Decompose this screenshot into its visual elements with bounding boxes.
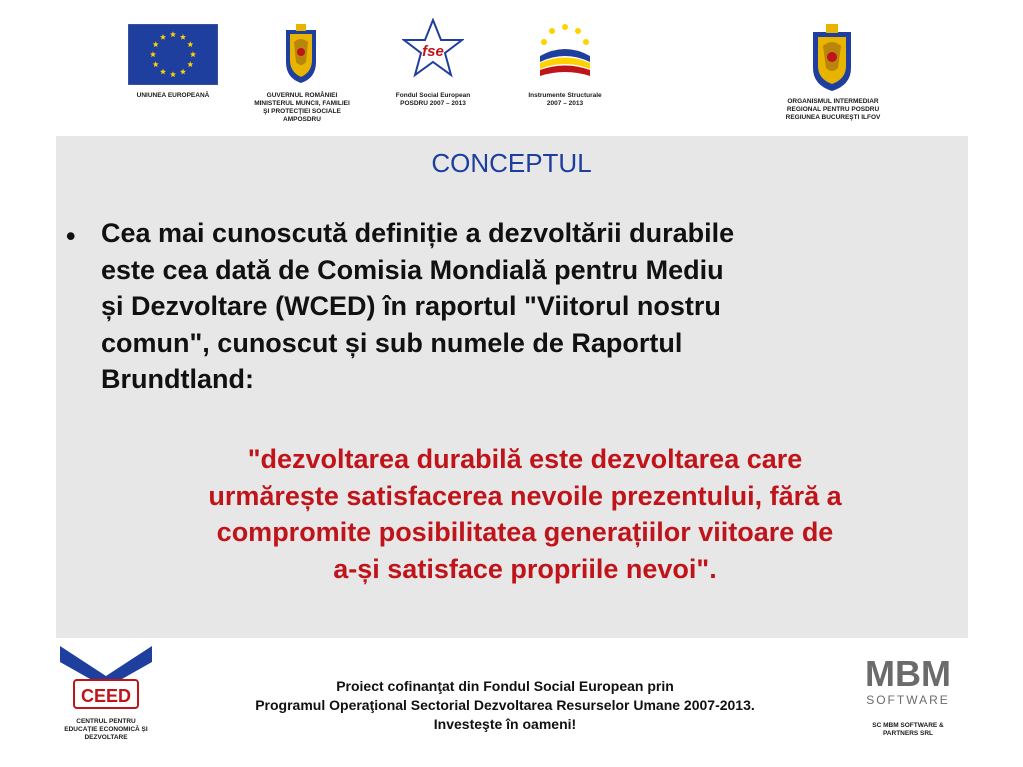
ceed-caption-line: CENTRUL PENTRU (76, 718, 136, 725)
oi-caption-line: REGIUNEA BUCUREŞTI ILFOV (785, 114, 881, 121)
is-caption (518, 92, 612, 108)
ceed-caption (50, 718, 162, 742)
brundtland-quote (90, 441, 960, 587)
gov-caption-line: AMPOSDRU (283, 116, 321, 123)
romania-coat-of-arms-logo (282, 22, 320, 84)
footer-line: Proiect cofinanţat din Fondul Social European prin (336, 678, 674, 694)
gov-caption (246, 92, 358, 124)
eu-caption (118, 92, 228, 100)
cofinancing-notice (180, 677, 830, 734)
definition-paragraph (101, 215, 961, 398)
bullet-marker: • (66, 221, 76, 251)
footer-line: Programul Operaţional Sectorial Dezvoltarea Resurselor Umane 2007-2013. (255, 697, 755, 713)
gov-caption-line: GUVERNUL ROMÂNIEI (266, 92, 338, 99)
ceed-caption-line: EDUCAȚIE ECONOMICĂ ȘI (64, 726, 148, 733)
definition-line: este cea dată de Comisia Mondială pentru Mediu (101, 254, 724, 285)
definition-line: și Dezvoltare (WCED) în raportul "Viitorul nostru (101, 291, 721, 321)
ceed-caption-line: DEZVOLTARE (84, 734, 128, 741)
mbm-caption (850, 722, 966, 738)
ceed-logo (56, 642, 156, 714)
definition-line: Brundtland: (101, 364, 254, 394)
oi-caption-line: REGIONAL PENTRU POSDRU (786, 106, 880, 113)
ceed-logo-text: CEED (80, 686, 132, 706)
romania-coat-of-arms-logo (808, 22, 856, 92)
quote-line: "dezvoltarea durabilă este dezvoltarea care (247, 444, 803, 474)
fse-caption-line: Fondul Social European (395, 92, 471, 99)
gov-caption-line: ŞI PROTECŢIEI SOCIALE (263, 108, 341, 115)
definition-line: comun", cunoscut și sub numele de Raportul (101, 327, 683, 358)
quote-line: urmărește satisfacerea nevoile prezentului, fără a (208, 480, 842, 511)
fse-caption-line: POSDRU 2007 – 2013 (400, 100, 466, 107)
definition-line: Cea mai cunoscută definiție a dezvoltării durabile (101, 218, 735, 248)
is-caption-line: 2007 – 2013 (546, 100, 584, 107)
eu-flag-logo (128, 24, 218, 85)
slide-title: CONCEPTUL (431, 148, 592, 178)
fse-caption (392, 92, 474, 108)
mbm-caption-line: PARTNERS SRL (882, 730, 934, 737)
mbm-logo-text: MBM (865, 653, 951, 694)
fse-star-logo (402, 18, 464, 80)
eu-caption-line: UNIUNEA EUROPEANĂ (136, 92, 210, 99)
oi-caption-line: ORGANISMUL INTERMEDIAR (787, 98, 879, 105)
instrumente-structurale-logo (534, 22, 596, 82)
gov-caption-line: MINISTERUL MUNCII, FAMILIEI (254, 100, 350, 107)
quote-line: compromite posibilitatea generațiilor viitoare de (216, 517, 834, 547)
is-caption-line: Instrumente Structurale (528, 92, 602, 99)
quote-line: a-și satisface propriile nevoi". (333, 553, 717, 584)
mbm-caption-line: SC MBM SOFTWARE & (872, 722, 944, 729)
fse-logo-text: fse (422, 43, 444, 60)
mbm-software-logo (846, 652, 970, 710)
footer-line: Investeşte în oameni! (433, 716, 577, 732)
oi-caption (772, 98, 894, 122)
mbm-logo-subtext: SOFTWARE (866, 693, 950, 707)
